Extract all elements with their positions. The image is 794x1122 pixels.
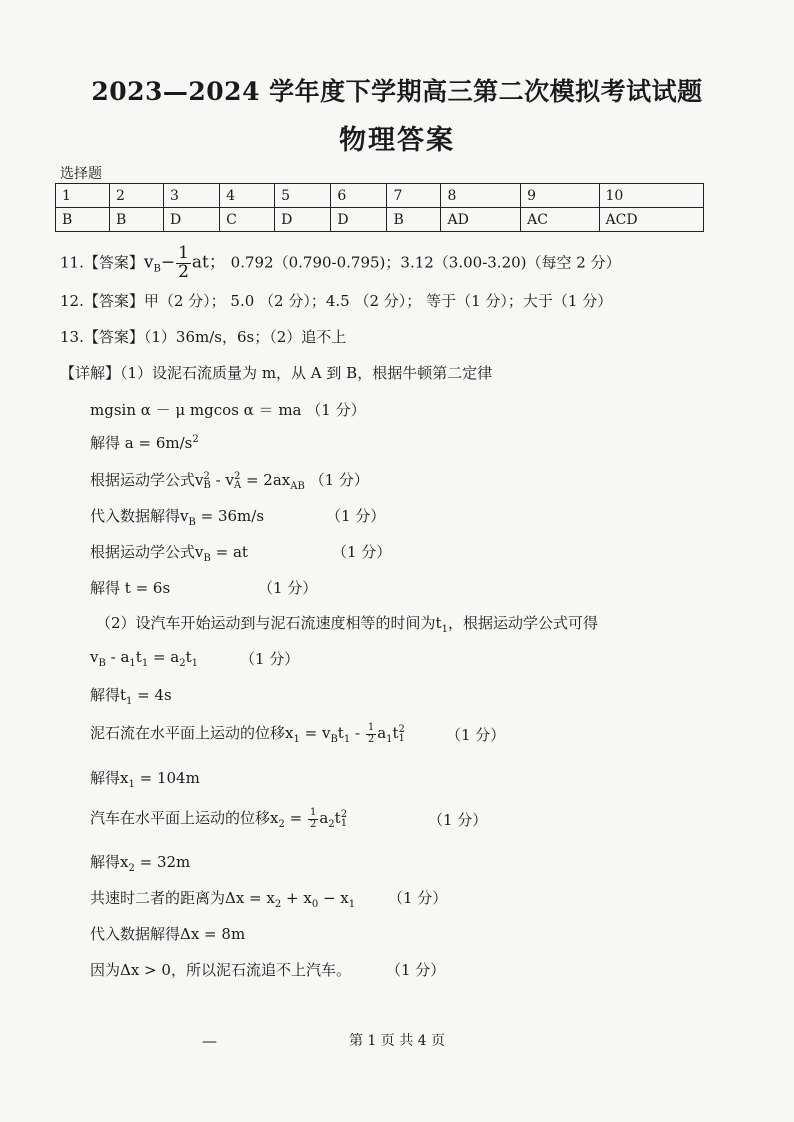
equation-vb: 代入数据解得$v_B = 36m/s$ [90,507,265,528]
equation-vb-at: 根据运动学公式$v_B$ = at [90,543,248,564]
question-number: 9 [521,184,599,208]
equation-x1-result: 解得$x_1 = 104m$ [90,769,200,790]
equation-acceleration: 解得 $a = 6m/s^2$ [90,434,199,452]
equation-x1: 泥石流在水平面上运动的位移$x_1 = v_Bt_1$ - $\frac{1}{2}$ $a_1t$ 2 1 [90,722,405,745]
answer-row [56,208,704,232]
equation-kinematics-1: 根据运动学公式v 2 B - v 2 A = $2ax_{AB}$ （1 分） [90,470,369,492]
q11-answer-line: 11.【答案】$v_B-$ $\frac{1}{2}$ at； 0.792（0.790-0.795)；3.12（3.00-3.20)（每空 2 分） [60,243,621,282]
question-number: 4 [220,184,275,208]
answer-cell: ACD [599,208,704,232]
equation-delta-x: 共速时二者的距离为$\Delta x = x_2 + x_0 - x_1$ [90,889,356,910]
answer-subtitle: 物理答案 [339,125,455,156]
score-note: （1 分） [332,543,392,561]
answer-cell: B [387,208,441,232]
question-number: 3 [164,184,220,208]
question-number: 6 [331,184,387,208]
q13-answer-line: 13.【答案】（1）36m/s，6s；（2）追不上 [60,328,347,346]
score-note: （1 分） [428,811,488,829]
score-note: （1 分） [258,579,318,597]
question-number: 10 [599,184,704,208]
question-number: 2 [110,184,164,208]
question-number: 1 [56,184,110,208]
score-note: （1 分） [388,889,448,907]
exam-title: 2023—2024 学年度下学期高三第二次模拟考试试题 [91,77,703,106]
fraction-half: $\frac{1}{2}$ [367,722,375,745]
score-note: （1 分） [446,726,506,744]
choice-answer-table [55,183,704,232]
q11-fraction: $\frac{1}{2}$ [178,243,189,282]
answer-cell: D [331,208,387,232]
equation-delta-x-result: 代入数据解得Δx = 8m [90,925,246,943]
conclusion-line: 因为Δx > 0，所以泥石流追不上汽车。 [90,961,351,979]
answer-cell: B [56,208,110,232]
question-number-row [56,184,704,208]
score-note: （1 分） [326,507,386,525]
question-number: 5 [275,184,331,208]
equation-x2-result: 解得$x_2 = 32m$ [90,853,191,874]
answer-cell: D [275,208,331,232]
score-note: （1 分） [240,650,300,668]
score-note: （1 分） [386,961,446,979]
question-number: 7 [387,184,441,208]
equation-equal-speed: $v_B - a_1t_1 = a_2t_1$ [90,648,199,669]
answer-cell: D [164,208,220,232]
answer-cell: C [220,208,275,232]
page-number: 第 1 页 共 4 页 [348,1033,446,1049]
equation-time: 解得 t = 6s [90,579,171,597]
equation-t1: 解得$t_1 = 4s$ [90,686,172,707]
part2-intro: （2）设汽车开始运动到与泥石流速度相等的时间为$t_1$，根据运动学公式可得 [96,614,598,635]
answer-cell: AC [521,208,599,232]
question-number: 8 [441,184,521,208]
fraction-half: $\frac{1}{2}$ [309,807,317,830]
choice-section-label: 选择题 [60,166,102,182]
q12-answer-line: 12.【答案】甲（2 分）； 5.0 （2 分）；4.5 （2 分）； 等于（1 分）；大于（1 分） [60,292,613,310]
equation-newton: mgsin α － μ mgcos α ＝ ma （1 分） [90,401,366,419]
footer-dash: — [202,1032,217,1050]
answer-cell: B [110,208,164,232]
q13-detail-intro: 【详解】（1）设泥石流质量为 m，从 A 到 B，根据牛顿第二定律 [60,364,493,382]
equation-x2: 汽车在水平面上运动的位移$x_2$ = $\frac{1}{2}$ $a_2t$ 2 1 [90,807,348,830]
answer-cell: AD [441,208,521,232]
